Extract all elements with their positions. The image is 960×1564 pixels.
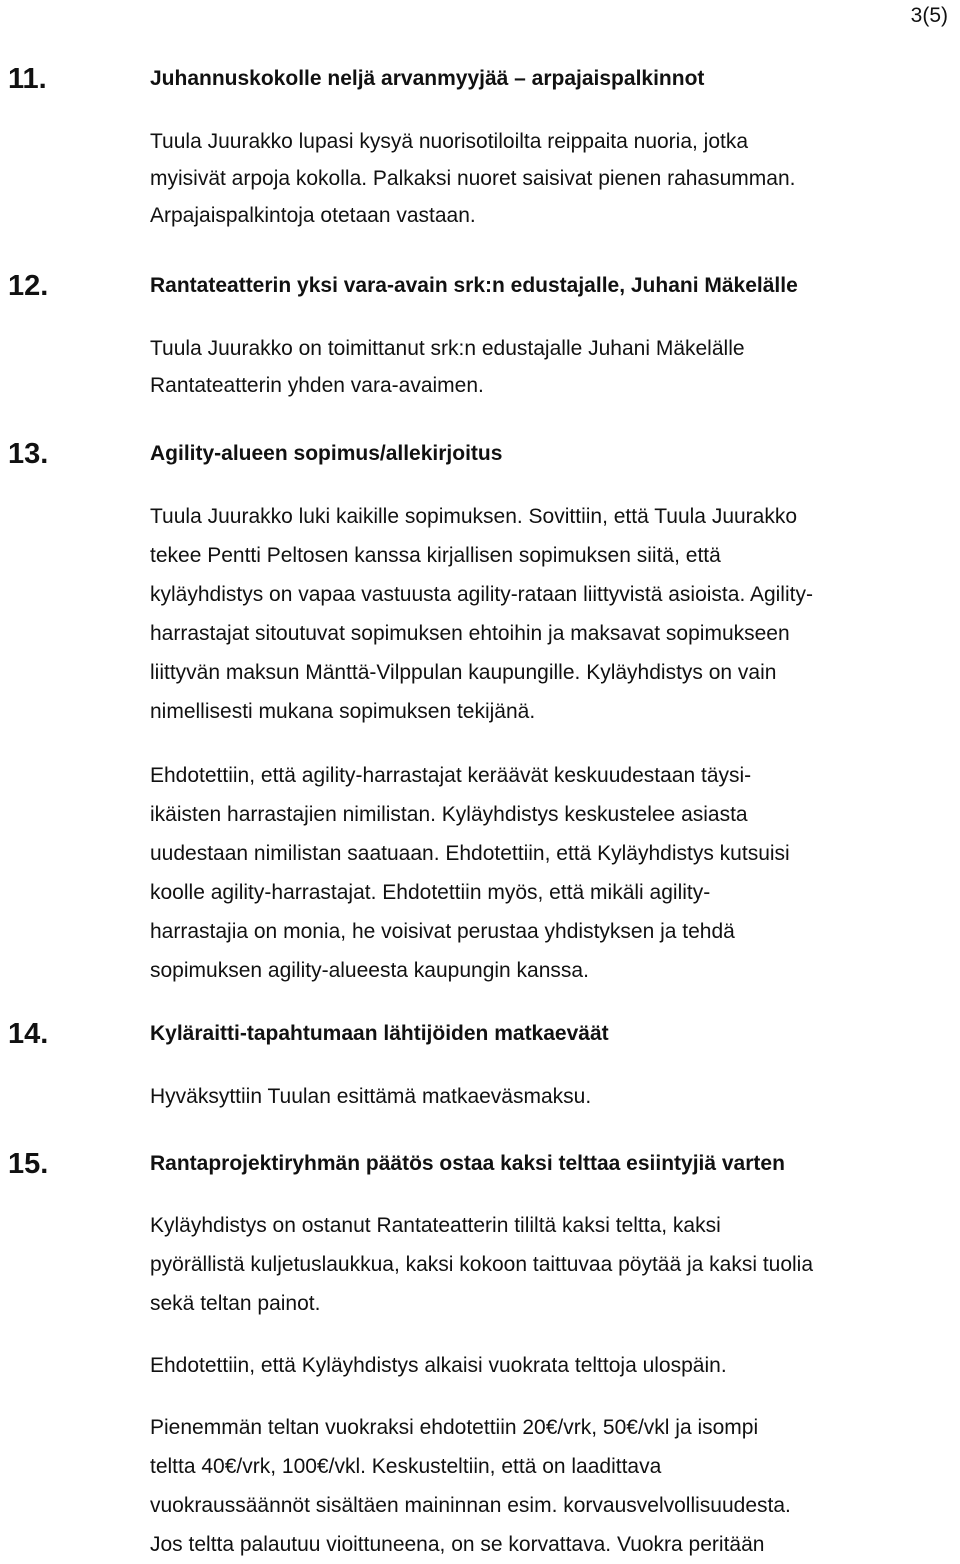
text-line: nimellisesti mukana sopimuksen tekijänä. (150, 700, 536, 723)
text-line: ikäisten harrastajien nimilistan. Kyläyhdistys keskustelee asiasta (150, 803, 748, 826)
section-number-12: 12. (8, 270, 49, 302)
text-line: kyläyhdistys on vapaa vastuusta agility-rataan liittyvistä asioista. Agility- (150, 583, 813, 606)
section-title-13: Agility-alueen sopimus/allekirjoitus (150, 442, 503, 465)
text-line: harrastajat sitoutuvat sopimuksen ehtoihin ja maksavat sopimukseen (150, 622, 790, 645)
section-15-paragraph-1 (150, 1206, 958, 1323)
section-title-15: Rantaprojektiryhmän päätös ostaa kaksi telttaa esiintyjiä varten (150, 1152, 785, 1175)
section-13-paragraph-1 (150, 497, 958, 731)
text-line: Jos teltta palautuu vioittuneena, on se korvattava. Vuokra peritään (150, 1533, 765, 1556)
text-line: liittyvän maksun Mänttä-Vilppulan kaupungille. Kyläyhdistys on vain (150, 661, 777, 684)
text-line: pyörällistä kuljetuslaukkua, kaksi kokoon taittuvaa pöytää ja kaksi tuolia (150, 1253, 814, 1276)
text-line: Tuula Juurakko on toimittanut srk:n edustajalle Juhani Mäkelälle (150, 337, 745, 360)
section-11-paragraph (150, 123, 958, 234)
text-line: sopimuksen agility-alueesta kaupungin kanssa. (150, 959, 589, 982)
section-12-paragraph (150, 330, 958, 404)
text-line: Rantateatterin yhden vara-avaimen. (150, 374, 484, 397)
text-line: tekee Pentti Peltosen kanssa kirjallisen sopimuksen siitä, että (150, 544, 721, 567)
section-14-paragraph (150, 1077, 958, 1116)
text-line: Arpajaispalkintoja otetaan vastaan. (150, 204, 476, 227)
text-line: Kyläyhdistys on ostanut Rantateatterin tililtä kaksi teltta, kaksi (150, 1214, 721, 1237)
section-title-11: Juhannuskokolle neljä arvanmyyjää – arpajaispalkinnot (150, 67, 705, 90)
section-title-14: Kyläraitti-tapahtumaan lähtijöiden matkaeväät (150, 1022, 609, 1045)
text-line: Pienemmän teltan vuokraksi ehdotettiin 20€/vrk, 50€/vkl ja isompi (150, 1416, 759, 1439)
text-line: harrastajia on monia, he voisivat perustaa yhdistyksen ja tehdä (150, 920, 735, 943)
text-line: Hyväksyttiin Tuulan esittämä matkaeväsmaksu. (150, 1085, 592, 1108)
section-number-13: 13. (8, 438, 49, 470)
text-line: sekä teltan painot. (150, 1292, 321, 1315)
text-line: Ehdotettiin, että Kyläyhdistys alkaisi vuokrata telttoja ulospäin. (150, 1354, 727, 1377)
text-line: myisivät arpoja kokolla. Palkaksi nuoret saisivat pienen rahasumman. (150, 167, 796, 190)
text-line: teltta 40€/vrk, 100€/vkl. Keskusteltiin, että on laadittava (150, 1455, 662, 1478)
section-15-paragraph-3 (150, 1408, 958, 1564)
section-title-12: Rantateatterin yksi vara-avain srk:n edustajalle, Juhani Mäkelälle (150, 274, 798, 297)
section-number-15: 15. (8, 1148, 49, 1180)
text-line: vuokraussäännöt sisältäen maininnan esim. korvausvelvollisuudesta. (150, 1494, 791, 1517)
page-number: 3(5) (910, 4, 948, 27)
section-number-14: 14. (8, 1018, 49, 1050)
section-number-11: 11. (8, 63, 47, 95)
text-line: Tuula Juurakko luki kaikille sopimuksen. Sovittiin, että Tuula Juurakko (150, 505, 798, 528)
text-line: uudestaan nimilistan saatuaan. Ehdotettiin, että Kyläyhdistys kutsuisi (150, 842, 790, 865)
text-line: Ehdotettiin, että agility-harrastajat keräävät keskuudestaan täysi- (150, 764, 752, 787)
text-line: koolle agility-harrastajat. Ehdotettiin myös, että mikäli agility- (150, 881, 711, 904)
section-15-paragraph-2 (150, 1346, 958, 1385)
text-line: Tuula Juurakko lupasi kysyä nuorisotiloilta reippaita nuoria, jotka (150, 130, 749, 153)
section-13-paragraph-2 (150, 756, 958, 990)
